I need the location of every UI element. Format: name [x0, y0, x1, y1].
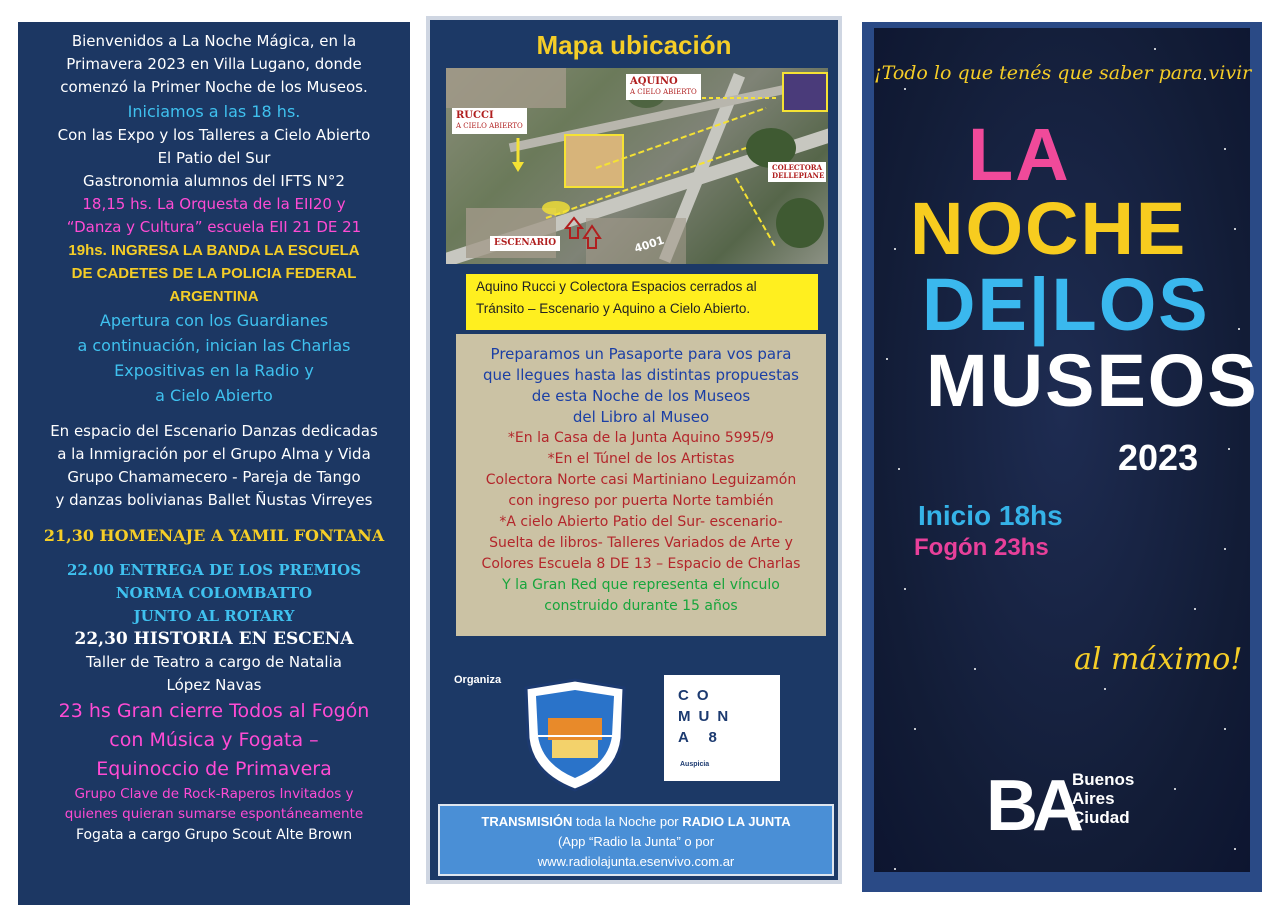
comuna-row: A 8	[678, 729, 725, 746]
program-line: 19hs. INGRESA LA BANDA LA ESCUELA	[68, 242, 360, 259]
cover-background	[874, 28, 1259, 872]
radio-transmision: TRANSMISIÓN	[481, 814, 573, 829]
star-decoration	[974, 668, 976, 670]
program-line: Grupo Chamamecero - Pareja de Tango	[67, 468, 361, 486]
program-line: Taller de Teatro a cargo de Natalia	[86, 653, 342, 671]
map-label-rucci	[452, 108, 527, 134]
passport-lines	[456, 344, 826, 617]
program-lines	[18, 30, 410, 847]
program-line: Fogata a cargo Grupo Scout Alte Brown	[75, 827, 353, 843]
map-title: Mapa ubicación	[536, 30, 732, 60]
ba-word: Buenos	[1072, 770, 1135, 789]
map-panel	[426, 16, 842, 884]
program-line: López Navas	[166, 676, 262, 694]
passport-line: que llegues hasta las distintas propuestas	[483, 366, 799, 384]
star-decoration	[904, 88, 906, 90]
cover-panel	[862, 22, 1262, 892]
program-line: En espacio del Escenario Danzas dedicadas	[50, 422, 378, 440]
radio-url[interactable]: www.radiolajunta.esenvivo.com.ar	[537, 854, 735, 869]
program-line: 23 hs Gran cierre Todos al Fogón	[58, 700, 370, 722]
program-line: Iniciamos a las 18 hs.	[127, 102, 301, 121]
program-gap	[18, 512, 410, 524]
ba-wordmark	[1072, 770, 1134, 827]
start-time: Inicio 18hs	[918, 500, 1063, 531]
program-line: El Patio del Sur	[157, 149, 271, 167]
organiza-label: Organiza	[454, 674, 502, 686]
radio-line-mid: toda la Noche por	[572, 814, 683, 829]
program-line: y danzas bolivianas Ballet Ñustas Virreyes	[55, 491, 373, 509]
program-line: Con las Expo y los Talleres a Cielo Abierto	[57, 126, 371, 144]
star-decoration	[894, 868, 896, 870]
program-line: JUNTO AL ROTARY	[133, 607, 295, 625]
passport-box	[456, 334, 826, 636]
ba-word: Aires	[1072, 789, 1115, 808]
passport-line: Suelta de libros- Talleres Variados de Arte y	[489, 535, 793, 551]
star-decoration	[1234, 228, 1236, 230]
star-decoration	[1174, 788, 1176, 790]
location-map	[446, 68, 828, 264]
star-decoration	[894, 248, 896, 250]
ba-word: Ciudad	[1072, 808, 1130, 827]
program-line: NORMA COLOMBATTO	[115, 584, 313, 602]
junta-shield-logo	[522, 678, 628, 792]
program-line: Primavera 2023 en Villa Lugano, donde	[66, 55, 362, 73]
star-decoration	[1194, 608, 1196, 610]
star-decoration	[1104, 688, 1106, 690]
title-museos: MUSEOS	[926, 339, 1259, 422]
radio-line-1	[440, 812, 832, 832]
map-label-escenario: ESCENARIO	[490, 236, 560, 251]
passport-line: Colores Escuela 8 DE 13 – Espacio de Charlas	[481, 556, 801, 572]
closed-streets-line: Aquino Rucci y Colectora Espacios cerrados al	[476, 279, 757, 294]
star-decoration	[886, 358, 888, 360]
fogon-time: Fogón 23hs	[914, 534, 1049, 561]
passport-line: con ingreso por puerta Norte también	[508, 493, 774, 509]
program-line: a continuación, inician las Charlas	[77, 336, 351, 355]
passport-line: Y la Gran Red que representa el vínculo	[502, 577, 780, 593]
title-de-los: DE|LOS	[922, 263, 1210, 346]
program-line: 22,30 HISTORIA EN ESCENA	[74, 629, 354, 649]
program-line: Grupo Clave de Rock-Raperos Invitados y	[74, 786, 354, 802]
program-line: “Danza y Cultura” escuela EII 21 DE 21	[66, 218, 362, 236]
star-decoration	[1228, 448, 1230, 450]
program-line: Expositivas en la Radio y	[114, 361, 314, 380]
program-gap	[18, 547, 410, 559]
title-year: 2023	[1118, 437, 1199, 478]
map-label-colectora: COLECTORA DELLEPIANE	[768, 162, 826, 182]
comuna-row: CO	[678, 687, 717, 704]
program-panel	[18, 22, 410, 905]
map-label-rucci-title: RUCCI	[456, 110, 494, 121]
star-decoration	[1224, 148, 1226, 150]
passport-line: del Libro al Museo	[572, 408, 710, 426]
comuna-letters	[678, 685, 736, 748]
program-line: quienes quieran sumarse espontáneamente	[64, 806, 364, 822]
program-line: Bienvenidos a La Noche Mágica, en la	[71, 32, 357, 50]
comuna-8-logo	[664, 675, 780, 781]
title-la: LA	[968, 113, 1071, 196]
star-decoration	[904, 588, 906, 590]
closed-streets-note	[466, 274, 818, 330]
auspicia-label: Auspicia	[680, 761, 710, 768]
star-decoration	[1234, 848, 1236, 850]
passport-line: Colectora Norte casi Martiniano Leguizamón	[485, 472, 797, 488]
star-decoration	[1154, 48, 1156, 50]
radio-name: RADIO LA JUNTA	[682, 814, 791, 829]
program-line: 18,15 hs. La Orquesta de la EII20 y	[82, 195, 346, 213]
star-decoration	[1224, 548, 1226, 550]
closed-streets-line: Tránsito – Escenario y Aquino a Cielo Abierto.	[476, 301, 751, 316]
program-line: con Música y Fogata –	[109, 729, 319, 751]
program-line: Gastronomia alumnos del IFTS N°2	[83, 172, 345, 190]
program-line: 22.00 ENTREGA DE LOS PREMIOS	[66, 561, 362, 579]
passport-line: *En la Casa de la Junta Aquino 5995/9	[507, 430, 775, 446]
program-line: DE CADETES DE LA POLICIA FEDERAL	[71, 265, 357, 282]
program-line: a la Inmigración por el Grupo Alma y Vida	[57, 445, 371, 463]
star-decoration	[898, 468, 900, 470]
map-street-number: 4001	[632, 233, 666, 256]
program-line: a Cielo Abierto	[155, 386, 273, 405]
map-label-aquino-sub: A CIELO ABIERTO	[630, 88, 697, 96]
program-line: Apertura con los Guardianes	[99, 311, 329, 330]
map-label-aquino-title: AQUINO	[630, 76, 678, 87]
map-label-rucci-sub: A CIELO ABIERTO	[456, 122, 523, 130]
tagline: ¡Todo lo que tenés que saber para vivir	[874, 62, 1252, 84]
passport-line: construido durante 15 años	[544, 598, 738, 614]
comuna-row: MUN	[678, 708, 737, 725]
star-decoration	[914, 728, 916, 730]
passport-line: Preparamos un Pasaporte para vos para	[490, 345, 792, 363]
al-maximo: al máximo!	[1074, 642, 1243, 677]
ba-logo-letters: BA	[986, 768, 1078, 838]
program-line: ARGENTINA	[169, 288, 259, 305]
program-line: 21,30 HOMENAJE A YAMIL FONTANA	[43, 526, 385, 545]
passport-line: de esta Noche de los Museos	[531, 387, 751, 405]
program-gap	[18, 408, 410, 420]
star-decoration	[1224, 728, 1226, 730]
title-noche: NOCHE	[910, 187, 1188, 270]
map-label-aquino	[626, 74, 701, 100]
passport-line: *En el Túnel de los Artistas	[547, 451, 735, 467]
program-line: Equinoccio de Primavera	[96, 758, 332, 780]
star-decoration	[1238, 328, 1240, 330]
radio-line-2: (App “Radio la Junta” o por	[557, 834, 715, 849]
radio-box	[438, 804, 834, 876]
passport-line: *A cielo Abierto Patio del Sur- escenario-	[499, 514, 783, 530]
program-line: comenzó la Primer Noche de los Museos.	[60, 78, 368, 96]
